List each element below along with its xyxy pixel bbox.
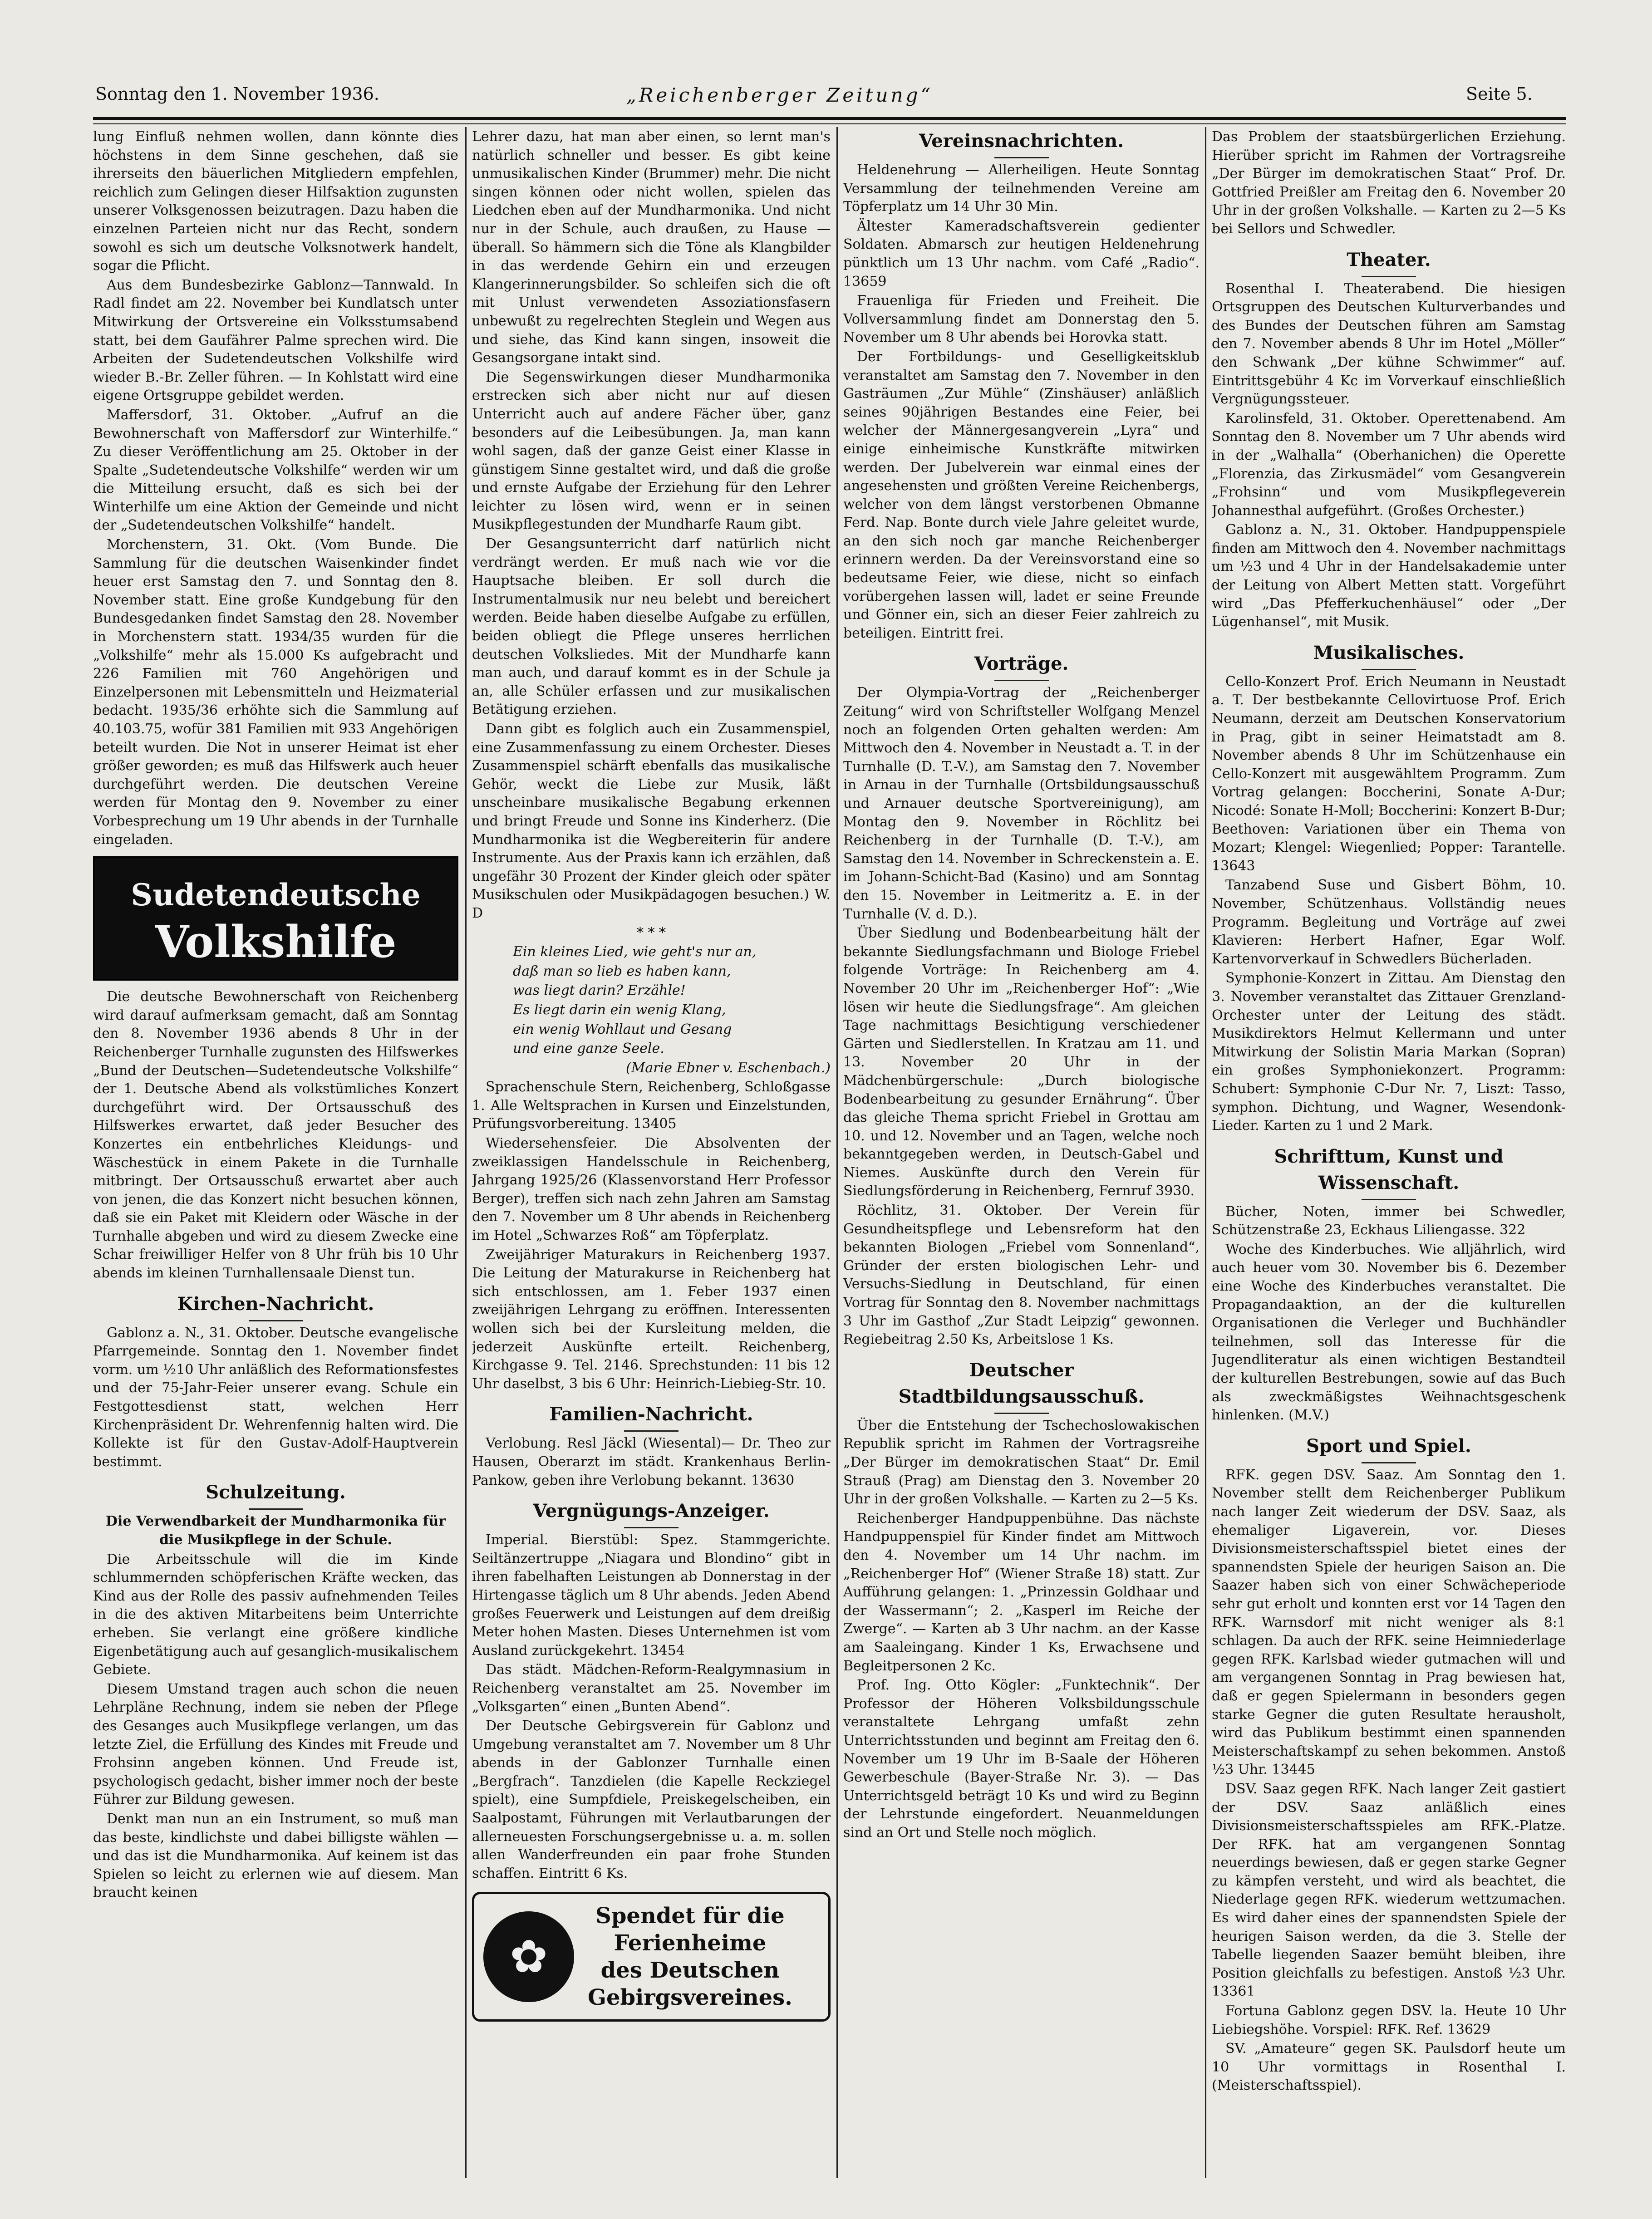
- column-1: [93, 128, 458, 2169]
- poem: [472, 943, 831, 1077]
- section-heading: Deutscher Stadtbildungsausschuß.: [843, 1357, 1200, 1414]
- article-text: Ältester Kameradschaftsverein gedienter Soldaten. Abmarsch zur heutigen Heldenehrung pünktlich um 13 Uhr nachm. vom Café „Radio“. 13659: [843, 218, 1200, 290]
- article-text: Der Fortbildungs- und Geselligkeitsklub veranstaltet am Samstag den 7. November in den Gasträumen „Zur Mühle“ (Zinshäuser) anläßlich seines 90jährigen Bestandes eine Feier, bei welcher der Männergesangverein „Lyra“ und einige einheimische Kunstkräfte mitwirken werden. Der Jubelverein war einmal eines der angesehensten und größten Vereine Reichenbergs, welcher von dem längst verstorbenen Obmanne Ferd. Nap. Bonte durch viele Jahre geleitet wurde, an den sich noch gar manche Reichenberger erinnern werden. Da der Vereinsvorstand eine so bedeutsame Feier, wie diese, nicht so einfach vorübergehen lassen will, ladet er seine Freunde und Gönner ein, sich an dieser Feier zahlreich zu beteiligen. Eintritt frei.: [843, 349, 1200, 641]
- article-text: Cello-Konzert Prof. Erich Neumann in Neustadt a. T. Der bestbekannte Cellovirtuose Prof. Erich Neumann, derzeit am Deutschen Konservatorium in Prag, gibt in seiner Heimatstadt am 8. November abends 8 Uhr im Schützenhause ein Cello-Konzert mit ausgewähltem Programm. Zum Vortrag gelangen: Boccherini, Sonate A-Dur; Nicodé: Sonate H-Moll; Boccherini: Konzert B-Dur; Beethoven: Variationen über ein Thema von Mozart; Klengel: Wiegenlied; Popper: Tarantelle. 13643: [1212, 673, 1566, 874]
- article-subheading: Die Verwendbarkeit der Mundharmonika für die Musikpflege in der Schule.: [105, 1513, 446, 1548]
- poem-line: ein wenig Wohllaut und Gesang: [513, 1021, 732, 1037]
- article-text: Woche des Kinderbuches. Wie alljährlich, wird auch heuer vom 30. November bis 6. Dezember eine Woche des Kinderbuches veranstaltet. Die Propagandaaktion, an der die kulturellen Organisationen die Verleger und Buchhändler teilnehmen, soll das Interesse für die Jugendliteratur als einen wichtigen Bestandteil der kulturellen Bestrebungen, sowie auf das Buch als zweckmäßigstes Weihnachtsgeschenk hinlenken. (M.V.): [1212, 1241, 1566, 1424]
- ad-line: des Deutschen: [600, 1958, 780, 1983]
- column-2: [472, 128, 831, 2169]
- header-rule: [93, 117, 1566, 120]
- volkshilfe-banner: [93, 856, 458, 981]
- article-text: Die Arbeitsschule will die im Kinde schlummernden schöpferischen Kräfte wecken, das Kind aus der Rolle des passiv aufnehmenden Teiles in die des aktiven Mitarbeitens beim Unterrichte erheben. Sie verlangt eine größere kindliche Eigenbetätigung auch auf gesanglich-musikalischem Gebiete.: [93, 1551, 458, 1678]
- poem-line: und eine ganze Seele.: [513, 1041, 664, 1057]
- article-text: DSV. Saaz gegen RFK. Nach langer Zeit gastiert der DSV. Saaz anläßlich eines Divisionsmeisterschaftsspieles am RFK.-Platze. Der RFK. hat am vergangenen Sonntag neuerdings bewiesen, daß er gegen starke Gegner zu kämpfen versteht, und wird als beachtet, die Niederlage gegen RFK. wiederum wettzumachen. Es wird daher eines der spannendsten Spiele der heurigen Saison werden, da die 3. Stelle der Tabelle liegenden Saazer bemüht bleiben, ihre Position gleichfalls zu befestigen. Anstoß ½3 Uhr. 13361: [1212, 1781, 1566, 2000]
- article-text: Verlobung. Resl Jäckl (Wiesental)— Dr. Theo zur Hausen, Oberarzt im städt. Krankenhaus Berlin-Pankow, geben ihre Verlobung bekannt. 13630: [472, 1435, 831, 1488]
- article-text: Diesem Umstand tragen auch schon die neuen Lehrpläne Rechnung, indem sie neben der Pflege des Gesanges auch Musikpflege verlangen, um das letzte Ziel, die Erfüllung des Kindes mit Freude und Frohsinn angeben können. Und Freude ist, psychologisch gedacht, bisher immer noch der beste Führer zur Bildung gewesen.: [93, 1681, 458, 1808]
- section-heading: Musikalisches.: [1212, 640, 1566, 670]
- section-heading: Vergnügungs-Anzeiger.: [472, 1498, 831, 1528]
- article-text: Tanzabend Suse und Gisbert Böhm, 10. November, Schützenhaus. Vollständig neues Programm. Begleitung und Vorträge auf zwei Klavieren: Herbert Hafner, Egar Wolf. Kartenvorverkauf in Schwedlers Bücherladen.: [1212, 877, 1566, 967]
- article-text: Frauenliga für Frieden und Freiheit. Die Vollversammlung findet am Donnerstag den 5. November um 8 Uhr abends bei Horovka statt.: [843, 293, 1200, 346]
- article-text: RFK. gegen DSV. Saaz. Am Sonntag den 1. November stellt dem Reichenberger Publikum nach langer Zeit wiederum der DSV. Saaz, als ehemaliger Ligaverein, vor. Dieses Divisionsmeisterschaftsspiel bietet eines der spannendsten Spiele der heurigen Saison an. Die Saazer haben sich von einer Schwächeperiode sehr gut erholt und konnten erst vor 14 Tagen den RFK. Warnsdorf mit nicht weniger als 8:1 schlagen. Da auch der RFK. seine Heimniederlage gegen RFK. Karlsbad wieder gutmachen will und am vergangenen Sonntag in Prag bewiesen hat, daß er gegen Spielermann in besonders gegen starke Gegner die guten Resultate herausholt, wird das Publikum bestimmt einen spannenden Meisterschaftskampf zu sehen bekommen. Anstoß ½3 Uhr. 13445: [1212, 1467, 1566, 1778]
- article-text: Maffersdorf, 31. Oktober. „Aufruf an die Bewohnerschaft von Maffersdorf zur Winterhilfe.“ Zu dieser Veröffentlichung am 25. Oktober in der Spalte „Sudetendeutsche Volkshilfe“ werden wir um die Mitteilung ersucht, daß es sich bei der Winterhilfe um eine Aktion der Gemeinde und nicht der „Sudetendeutschen Volkshilfe“ handelt.: [93, 407, 458, 534]
- ad-line: Spendet für die: [595, 1903, 785, 1929]
- column-divider: [1205, 127, 1206, 2178]
- article-text: Symphonie-Konzert in Zittau. Am Dienstag den 3. November veranstaltet das Zittauer Grenzland-Orchester unter der Leitung des städt. Musikdirektors Helmut Kellermann und unter Mitwirkung der Solistin Maria Markan (Sopran) ein großes Symphoniekonzert. Programm: Schubert: Symphonie C-Dur Nr. 7, Liszt: Tasso, symphon. Dichtung, und Wagner, Wesendonk-Lieder. Karten zu 1 und 2 Mark.: [1212, 970, 1566, 1134]
- column-divider: [465, 127, 467, 2178]
- article-text: Gablonz a. N., 31. Oktober. Deutsche evangelische Pfarrgemeinde. Sonntag den 1. November findet vorm. um ½10 Uhr anläßlich des Reformationsfestes und der 75-Jahr-Feier unserer evang. Schule ein Festgottesdienst statt, welchen Herr Kirchenpräsident Dr. Wehrenfennig halten wird. Die Kollekte ist für den Gustav-Adolf-Hauptverein bestimmt.: [93, 1325, 458, 1470]
- advertisement-box: [472, 1892, 831, 2022]
- advertisement-text: [588, 1902, 792, 2011]
- article-text: Rosenthal I. Theaterabend. Die hiesigen Ortsgruppen des Deutschen Kulturverbandes und des Bundes der Deutschen führen am Samstag den 7. November abends 8 Uhr im Hotel „Möller“ den Schwank „Der kühne Schwimmer“ auf. Eintrittsgebühr 4 Kc im Vorverkauf einschließlich Vergnügungssteuer.: [1212, 280, 1566, 407]
- article-text: Über Siedlung und Bodenbearbeitung hält der bekannte Siedlungsfachmann und Biologe Friebel folgende Vorträge: In Reichenberg am 4. November 20 Uhr im „Reichenberger Hof“: „Wie lösen wir heute die Siedlungsfrage“. Am gleichen Tage nachmittags Besichtigung verschiedener Gärten und Siedlerstellen. In Kratzau am 11. und 13. November 20 Uhr in der Mädchenbürgerschule: „Durch biologische Bodenbearbeitung zu gesunder Ernährung“. Über das gleiche Thema spricht Friebel in Grottau am 10. und 12. November und an Tagen, welche noch bekanntgegeben werden, in Deutsch-Gabel und Niemes. Auskünfte durch den Verein für Siedlungsförderung in Reichenberg, Fernruf 3930.: [843, 925, 1200, 1199]
- article-text: Morchenstern, 31. Okt. (Vom Bunde. Die Sammlung für die deutschen Waisenkinder findet heuer erst Samstag den 7. und Sonntag den 8. November statt. Eine große Kundgebung für den Bundesgedanken findet Samstag den 28. November in Morchenstern statt. 1934/35 wurden für die „Volkshilfe“ mehr als 15.000 Ks aufgebracht und 226 Familien mit 760 Angehörigen und Einzelpersonen mit Lebensmitteln und Heizmaterial bedacht. 1935/36 erhöhte sich die Sammlung auf 40.103.75, wofür 381 Familien mit 933 Angehörigen beteilt wurden. Die Not in unserer Heimat ist eher größer geworden; es muß das Hilfswerk auch heuer durchgeführt werden. Die deutschen Vereine werden für Montag den 9. November zu einer Vorbesprechung um 19 Uhr abends in der Turnhalle eingeladen.: [93, 537, 458, 848]
- ad-line: Ferienheime: [614, 1930, 767, 1956]
- section-heading: Sport und Spiel.: [1212, 1433, 1566, 1463]
- article-text: Heldenehrung — Allerheiligen. Heute Sonntag Versammlung der teilnehmenden Vereine am Töpferplatz um 14 Uhr 30 Min.: [843, 162, 1200, 215]
- article-text: Imperial. Bierstübl: Spez. Stammgerichte. Seiltänzertruppe „Niagara und Blondino“ gibt in ihren fabelhaften Leistungen ab Donnerstag in der Hirtengasse täglich um 8 Uhr abends. Jeden Abend großes Feuerwerk und Leistungen auf dem dreißig Meter hohen Masten. Dieses Unternehmen ist vom Ausland zurückgekehrt. 13454: [472, 1532, 831, 1659]
- banner-line: Volkshilfe: [155, 916, 397, 968]
- section-heading: Schrifttum, Kunst und Wissenschaft.: [1212, 1144, 1566, 1200]
- poem-line: Ein kleines Lied, wie geht's nur an,: [513, 944, 757, 960]
- article-text: Prof. Ing. Otto Kögler: „Funktechnik“. Der Professor der Höheren Volksbildungsschule veranstaltete Lehrgang umfaßt zehn Unterrichtsstunden und beginnt am Freitag den 6. November um 19 Uhr im B-Saale der Höheren Gewerbeschule (Bayer-Straße Nr. 3). — Das Unterrichtsgeld beträgt 10 Ks und wird zu Beginn der Lehrstunde eingefordert. Neuanmeldungen sind an Ort und Stelle noch möglich.: [843, 1677, 1200, 1841]
- article-text: Die Segenswirkungen dieser Mundharmonika erstrecken sich aber nicht nur auf diesen Unterricht auch auf andere Fächer über, ganz besonders auf die Leibesübungen. Ja, man kann wohl sagen, daß der ganze Geist einer Klasse in günstigem Sinne gestaltet wird, und daß die große und ernste Aufgabe der Erziehung für den Lehrer leichter zu lösen wird, wenn er in seinen Musikpflegestunden der Mundharfe Raum gibt.: [472, 369, 831, 533]
- header-page-number: Seite 5.: [1466, 84, 1533, 104]
- article-text: Röchlitz, 31. Oktober. Der Verein für Gesundheitspflege und Lebensreform hat den bekannten Biologen „Friebel vom Sonnenland“, Gründer der ersten biologischen Lehr- und Versuchs-Siedlung in Deutschland, für einen Vortrag für Sonntag den 8. November nachmittags 3 Uhr im Gasthof „Zur Stadt Leipzig“ gewonnen. Regiebeitrag 2.50 Ks, Arbeitslose 1 Ks.: [843, 1203, 1200, 1348]
- poem-line: Es liegt darin ein wenig Klang,: [513, 1001, 726, 1018]
- column-divider: [836, 127, 838, 2178]
- section-heading: Theater.: [1212, 247, 1566, 277]
- section-heading: Vereinsnachrichten.: [843, 128, 1200, 158]
- section-heading: Schulzeitung.: [93, 1479, 458, 1510]
- article-text: Gablonz a. N., 31. Oktober. Handpuppenspiele finden am Mittwoch den 4. November nachmittags um ½3 und 4 Uhr in der Handelsakademie unter der Leitung von Albert Metten statt. Vorgeführt wird „Das Pfefferkuchenhäusel“ oder „Der Lügenhansel“, mit Musik.: [1212, 522, 1566, 630]
- article-text: Fortuna Gablonz gegen DSV. la. Heute 10 Uhr Liebiegshöhe. Vorspiel: RFK. Ref. 13629: [1212, 2003, 1566, 2037]
- ad-line: Gebirgsvereines.: [588, 1985, 792, 2011]
- article-text: Denkt man nun an ein Instrument, so muß man das beste, kindlichste und dabei billigste wählen — und das ist die Mundharmonika. Auf keinem ist das Spielen so leicht zu erlernen wie auf diesem. Man braucht keinen: [93, 1811, 458, 1901]
- section-heading: Vorträge.: [843, 651, 1200, 681]
- article-text: Wiedersehensfeier. Die Absolventen der zweiklassigen Handelsschule in Reichenberg, Jahrgang 1925/26 (Klassenvorstand Herr Professor Berger), treffen sich nach zehn Jahren am Samstag den 7. November um 8 Uhr abends in Reichenberg im Hotel „Schwarzes Roß“ am Töpferplatz.: [472, 1135, 831, 1244]
- article-text: Der Olympia-Vortrag der „Reichenberger Zeitung“ wird von Schriftsteller Wolfgang Menzel noch an folgenden Orten gehalten werden: Am Mittwoch den 4. November in Neustadt a. T. in der Turnhalle (D. T.-V.), am Samstag den 7. November in Arnau in der Turnhalle (Ortsbildungsausschuß und Arnauer deutsche Sportvereinigung), am Montag den 9. November in Röchlitz bei Reichenberg in der Turnhalle (D. T.-V.), am Samstag den 14. November in Schreckenstein a. E. im Johann-Schicht-Bad (Kasino) und am Sonntag den 15. November in Leitmeritz a. E. in der Turnhalle (V. d. D.).: [843, 685, 1200, 922]
- article-text: Aus dem Bundesbezirke Gablonz—Tannwald. In Radl findet am 22. November bei Kundlatsch unter Mitwirkung der Ortsvereine ein Volksstumsabend statt, bei dem Gaufährer Palme sprechen wird. Die Arbeiten der Sudetendeutschen Volkshilfe wird wieder B.-Br. Zeller führen. — In Kohlstatt wird eine eigene Ortsgruppe gebildet werden.: [93, 277, 458, 404]
- article-text: Das städt. Mädchen-Reform-Realgymnasium in Reichenberg veranstaltet am 25. November im „Volksgarten“ einen „Bunten Abend“.: [472, 1662, 831, 1715]
- article-text: Bücher, Noten, immer bei Schwedler, Schützenstraße 23, Eckhaus Liliengasse. 322: [1212, 1203, 1566, 1238]
- article-text: Lehrer dazu, hat man aber einen, so lernt man's natürlich schneller und besser. Es gibt keine unmusikalischen Kinder (Brummer) mehr. Die nicht singen können oder nicht wollen, spielen das Liedchen eben auf der Mundharmonika. Und nicht nur in der Schule, auch draußen, zu Hause — überall. So hämmern sich die Töne als Klangbilder in das werdende Gehirn ein und erzeugen Klangerinnerungsbilder. So schleifen sich die oft mit Unlust verwendeten Assoziationsfasern unbewußt zu regelrechten Steglein und Wegen aus und siehe, das Kind kann singen, insoweit die Gesangsorgane intakt sind.: [472, 129, 831, 366]
- poem-line: was liegt darin? Erzähle!: [513, 982, 686, 999]
- article-text: Zweijähriger Maturakurs in Reichenberg 1937. Die Leitung der Maturakurse in Reichenberg hat sich entschlossen, am 1. Feber 1937 einen zweijährigen Lehrgang zu eröffnen. Interessenten wollen sich bei der Kursleitung melden, die jederzeit Auskünfte erteilt. Reichenberg, Kirchgasse 9. Tel. 2146. Sprechstunden: 11 bis 12 Uhr daselbst, 3 bis 6 Uhr: Heinrich-Liebieg-Str. 10.: [472, 1247, 831, 1392]
- header-title: „Reichenberger Zeitung“: [626, 84, 933, 106]
- section-heading: Kirchen-Nachricht.: [93, 1291, 458, 1321]
- poem-attribution: (Marie Ebner v. Eschenbach.): [626, 1060, 831, 1076]
- column-4: [1212, 128, 1566, 2169]
- section-heading: Familien-Nachricht.: [472, 1401, 831, 1432]
- article-text: Reichenberger Handpuppenbühne. Das nächste Handpuppenspiel für Kinder findet am Mittwoch den 4. November um 14 Uhr nachm. im „Reichenberger Hof“ (Wiener Straße 18) statt. Zur Aufführung gelangen: 1. „Prinzessin Goldhaar und der Wassermann“; 2. „Kasperl im Reiche der Zwerge“. — Karten ab 3 Uhr nachm. an der Kasse am Saaleingang. Kinder 1 Ks, Erwachsene und Begleitpersonen 2 Kc.: [843, 1510, 1200, 1674]
- header-date: Sonntag den 1. November 1936.: [95, 84, 379, 104]
- article-text: Der Gesangsunterricht darf natürlich nicht verdrängt werden. Er muß nach wie vor die Hauptsache bleiben. Er soll durch die Instrumentalmusik nur neu belebt und bereichert werden. Beide haben dieselbe Aufgabe zu erfüllen, beiden obliegt die Pflege unseres herrlichen deutschen Volksliedes. Mit der Mundharfe kann man auch, und darauf kommt es in der Schule ja an, alle Schüler erfassen und zur musikalischen Betätigung erziehen.: [472, 536, 831, 718]
- article-text: Über die Entstehung der Tschechoslowakischen Republik spricht im Rahmen der Vortragsreihe „Der Bürger im demokratischen Staat“ Dr. Emil Strauß (Prag) am Dienstag den 3. November 20 Uhr in der großen Volkshalle. — Karten zu 2—5 Ks.: [843, 1417, 1200, 1507]
- article-text: Sprachenschule Stern, Reichenberg, Schloßgasse 1. Alle Weltsprachen in Kursen und Einzelstunden, Prüfungsvorbereitung. 13405: [472, 1079, 831, 1132]
- poem-line: daß man so lieb es haben kann,: [513, 963, 731, 979]
- article-text: Karolinsfeld, 31. Oktober. Operettenabend. Am Sonntag den 8. November um 7 Uhr abends wird in der „Walhalla“ (Oberhanichen) die Operette „Florenzia, das Zirkusmädel“ vom Gesangverein „Frohsinn“ und vom Musikpflegeverein Johannesthal aufgeführt. (Großes Orchester.): [1212, 410, 1566, 519]
- separator-stars: * * *: [636, 924, 666, 941]
- article-text: Dann gibt es folglich auch ein Zusammenspiel, eine Zusammenfassung zu einem Orchester. Dieses Zusammenspiel schärft ebenfalls das musikalische Gehör, weckt die Liebe zur Musik, läßt unscheinbare musikalische Begabung erkennen und bringt Freude und Sonne ins Kinderherz. (Die Mundharmonika ist die Wegbereiterin für andere Instrumente. Aus der Praxis kann ich erzählen, daß ungefähr 30 Prozent der Kinder gleich oder später Musikschulen oder Musikpädagogen besuchen.) W. D: [472, 721, 831, 921]
- article-text: lung Einfluß nehmen wollen, dann könnte dies höchstens in dem Sinne geschehen, daß sie ihrerseits den bäuerlichen Mitgliedern empfehlen, reichlich zum Gelingen dieser Hilfsaktion zugunsten unserer Volksgenossen beizutragen. Dazu haben die einzelnen Parteien nicht nur das Recht, sondern sowohl es sich um deutsche Volksnotwerk handelt, sogar die Pflicht.: [93, 129, 458, 274]
- column-3: [843, 128, 1200, 2169]
- edelweiss-emblem-icon: ✿: [483, 1911, 574, 2002]
- article-text: Das Problem der staatsbürgerlichen Erziehung. Hierüber spricht im Rahmen der Vortragsreihe „Der Bürger im demokratischen Staat“ Prof. Dr. Gottfried Preißler am Freitag den 6. November 20 Uhr in der großen Volkshalle. — Karten zu 2—5 Ks bei Sellors und Schwedler.: [1212, 129, 1566, 237]
- article-text: Die deutsche Bewohnerschaft von Reichenberg wird darauf aufmerksam gemacht, daß am Sonntag den 8. November 1936 abends 8 Uhr in der Reichenberger Turnhalle zugunsten des Hilfswerkes „Bund der Deutschen—Sudetendeutsche Volkshilfe“ der 1. Deutsche Abend als volkstümliches Konzert durchgeführt wird. Der Ortsausschuß des Hilfswerkes erwartet, daß jeder Besucher des Konzertes ein entbehrliches Kleidungs- und Wäschestück in einem Pakete in die Turnhalle mitbringt. Der Ortsausschuß erwartet aber auch von jenen, die das Konzert nicht besuchen können, daß sie ein Paket mit Kleidern oder Wäsche in der Turnhalle abgeben und wird zu diesem Zwecke eine Schar freiwilliger Helfer von 8 Uhr früh bis 10 Uhr abends im kleinen Turnhallensaale Dienst tun.: [93, 989, 458, 1281]
- banner-line: Sudetendeutsche: [131, 877, 421, 913]
- article-text: Der Deutsche Gebirgsverein für Gablonz und Umgebung veranstaltet am 7. November um 8 Uhr abends in der Gablonzer Turnhalle einen „Bergfrach“. Tanzdielen (die Kapelle Reckziegel spielt), eine Sumpfdiele, Preiskegelscheiben, ein Saalpostamt, Führungen mit Verlautbarungen der allerneuesten Forschungsergebnisse u. a. m. sollen allen Wanderfreunden ein paar frohe Stunden schaffen. Eintritt 6 Ks.: [472, 1718, 831, 1881]
- article-text: SV. „Amateure“ gegen SK. Paulsdorf heute um 10 Uhr vormittags in Rosenthal I. (Meisterschaftsspiel).: [1212, 2041, 1566, 2094]
- header-rule-thin: [93, 123, 1566, 124]
